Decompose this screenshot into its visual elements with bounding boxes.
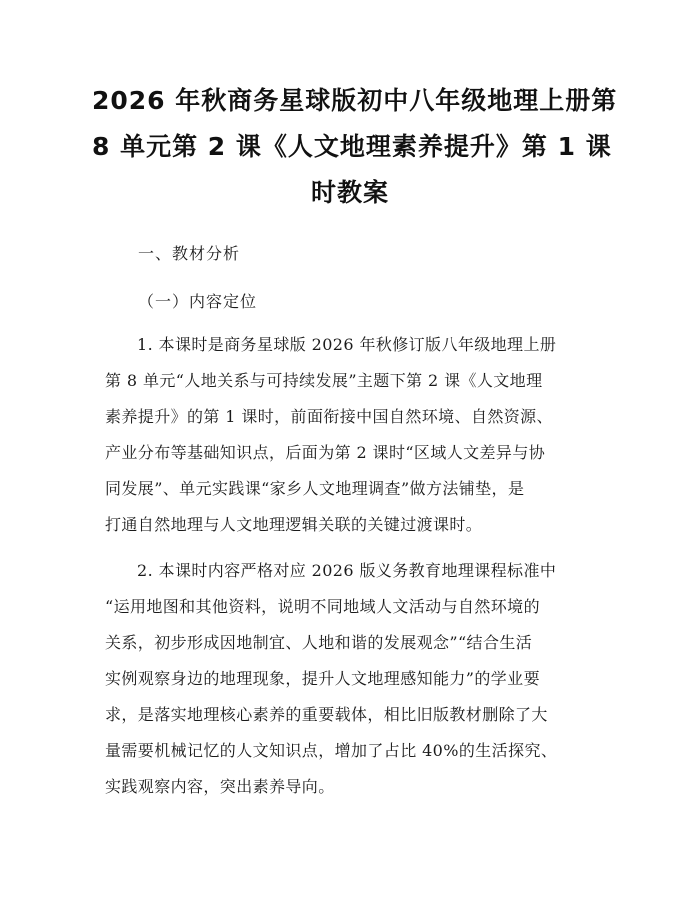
paragraph-line: 关系，初步形成因地制宜、人地和谐的发展观念”“结合生活	[105, 633, 533, 652]
paragraph-line: 打通自然地理与人文地理逻辑关联的关键过渡课时。	[105, 515, 483, 534]
paragraph-1	[105, 327, 605, 543]
paragraph-line: 产业分布等基础知识点，后面为第 2 课时“区域人文差异与协	[105, 443, 546, 462]
paragraph-line: 求，是落实地理核心素养的重要载体，相比旧版教材删除了大	[105, 705, 548, 724]
subsection-heading-content-positioning: （一）内容定位	[138, 292, 258, 311]
document-title	[92, 78, 618, 216]
paragraph-line: 实践观察内容，突出素养导向。	[105, 777, 335, 796]
paragraph-2	[105, 553, 605, 805]
paragraph-line: 1. 本课时是商务星球版 2026 年秋修订版八年级地理上册	[137, 335, 557, 354]
paragraph-line: 实例观察身边的地理现象，提升人文地理感知能力”的学业要	[105, 669, 540, 688]
section-heading-textbook-analysis: 一、教材分析	[138, 244, 241, 263]
paragraph-line: “运用地图和其他资料，说明不同地域人文活动与自然环境的	[105, 597, 540, 616]
title-line: 时教案	[310, 178, 389, 207]
paragraph-line: 同发展”、单元实践课“家乡人文地理调查”做方法铺垫，是	[105, 479, 525, 498]
title-line: 2026 年秋商务星球版初中八年级地理上册第	[92, 86, 618, 115]
title-line: 8 单元第 2 课《人文地理素养提升》第 1 课	[92, 132, 612, 161]
paragraph-line: 素养提升》的第 1 课时，前面衔接中国自然环境、自然资源、	[105, 407, 553, 426]
paragraph-line: 量需要机械记忆的人文知识点，增加了占比 40%的生活探究、	[105, 741, 558, 760]
paragraph-line: 2. 本课时内容严格对应 2026 版义务教育地理课程标准中	[137, 561, 557, 580]
paragraph-line: 第 8 单元“人地关系与可持续发展”主题下第 2 课《人文地理	[105, 371, 543, 390]
